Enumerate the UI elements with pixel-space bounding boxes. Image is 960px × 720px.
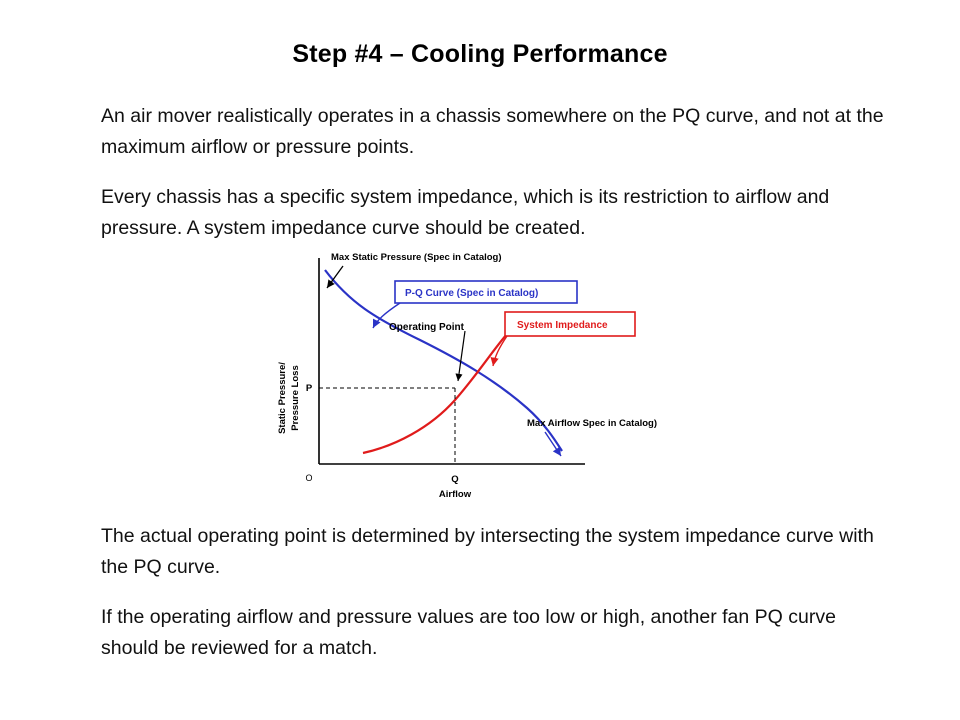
body-paragraph-1: An air mover realistically operates in a chassis somewhere on the PQ curve, and not at the maximum airflow or pressure points. (101, 105, 884, 158)
pq-curve-figure (255, 248, 705, 510)
system-impedance-line (363, 334, 507, 453)
body-paragraph-4: If the operating airflow and pressure values are too low or high, another fan PQ curve should be reviewed for a match. (101, 606, 836, 659)
x-axis-label: Airflow (438, 489, 472, 500)
svg-text:Static Pressure/: Static Pressure/ (277, 362, 288, 434)
svg-text:System Impedance: System Impedance (517, 320, 608, 331)
svg-text:P-Q Curve (Spec in Catalog): P-Q Curve (Spec in Catalog) (405, 288, 539, 299)
body-paragraph-2: Every chassis has a specific system impedance, which is its restriction to airflow and pressure. A system impedance curve should be created. (101, 186, 830, 239)
svg-text:Max Static Pressure (Spec in C: Max Static Pressure (Spec in Catalog) (331, 252, 502, 263)
origin-label: O (305, 473, 313, 483)
svg-text:Operating Point: Operating Point (389, 322, 464, 333)
page-title: Step #4 – Cooling Performance (292, 40, 668, 68)
svg-text:Max Airflow Spec in Catalog): Max Airflow Spec in Catalog) (527, 418, 658, 429)
body-paragraph-3: The actual operating point is determined by intersecting the system impedance curve with the PQ curve. (101, 525, 874, 578)
annotation-system-impedance (493, 312, 635, 366)
svg-text:Pressure Loss: Pressure Loss (290, 365, 301, 431)
y-value-label-p: P (305, 383, 313, 394)
annotation-operating-point (389, 322, 465, 381)
x-value-label-q: Q (451, 474, 459, 485)
annotation-max-airflow (527, 418, 657, 456)
y-axis-label (277, 362, 301, 434)
operating-point-guides (319, 388, 455, 464)
